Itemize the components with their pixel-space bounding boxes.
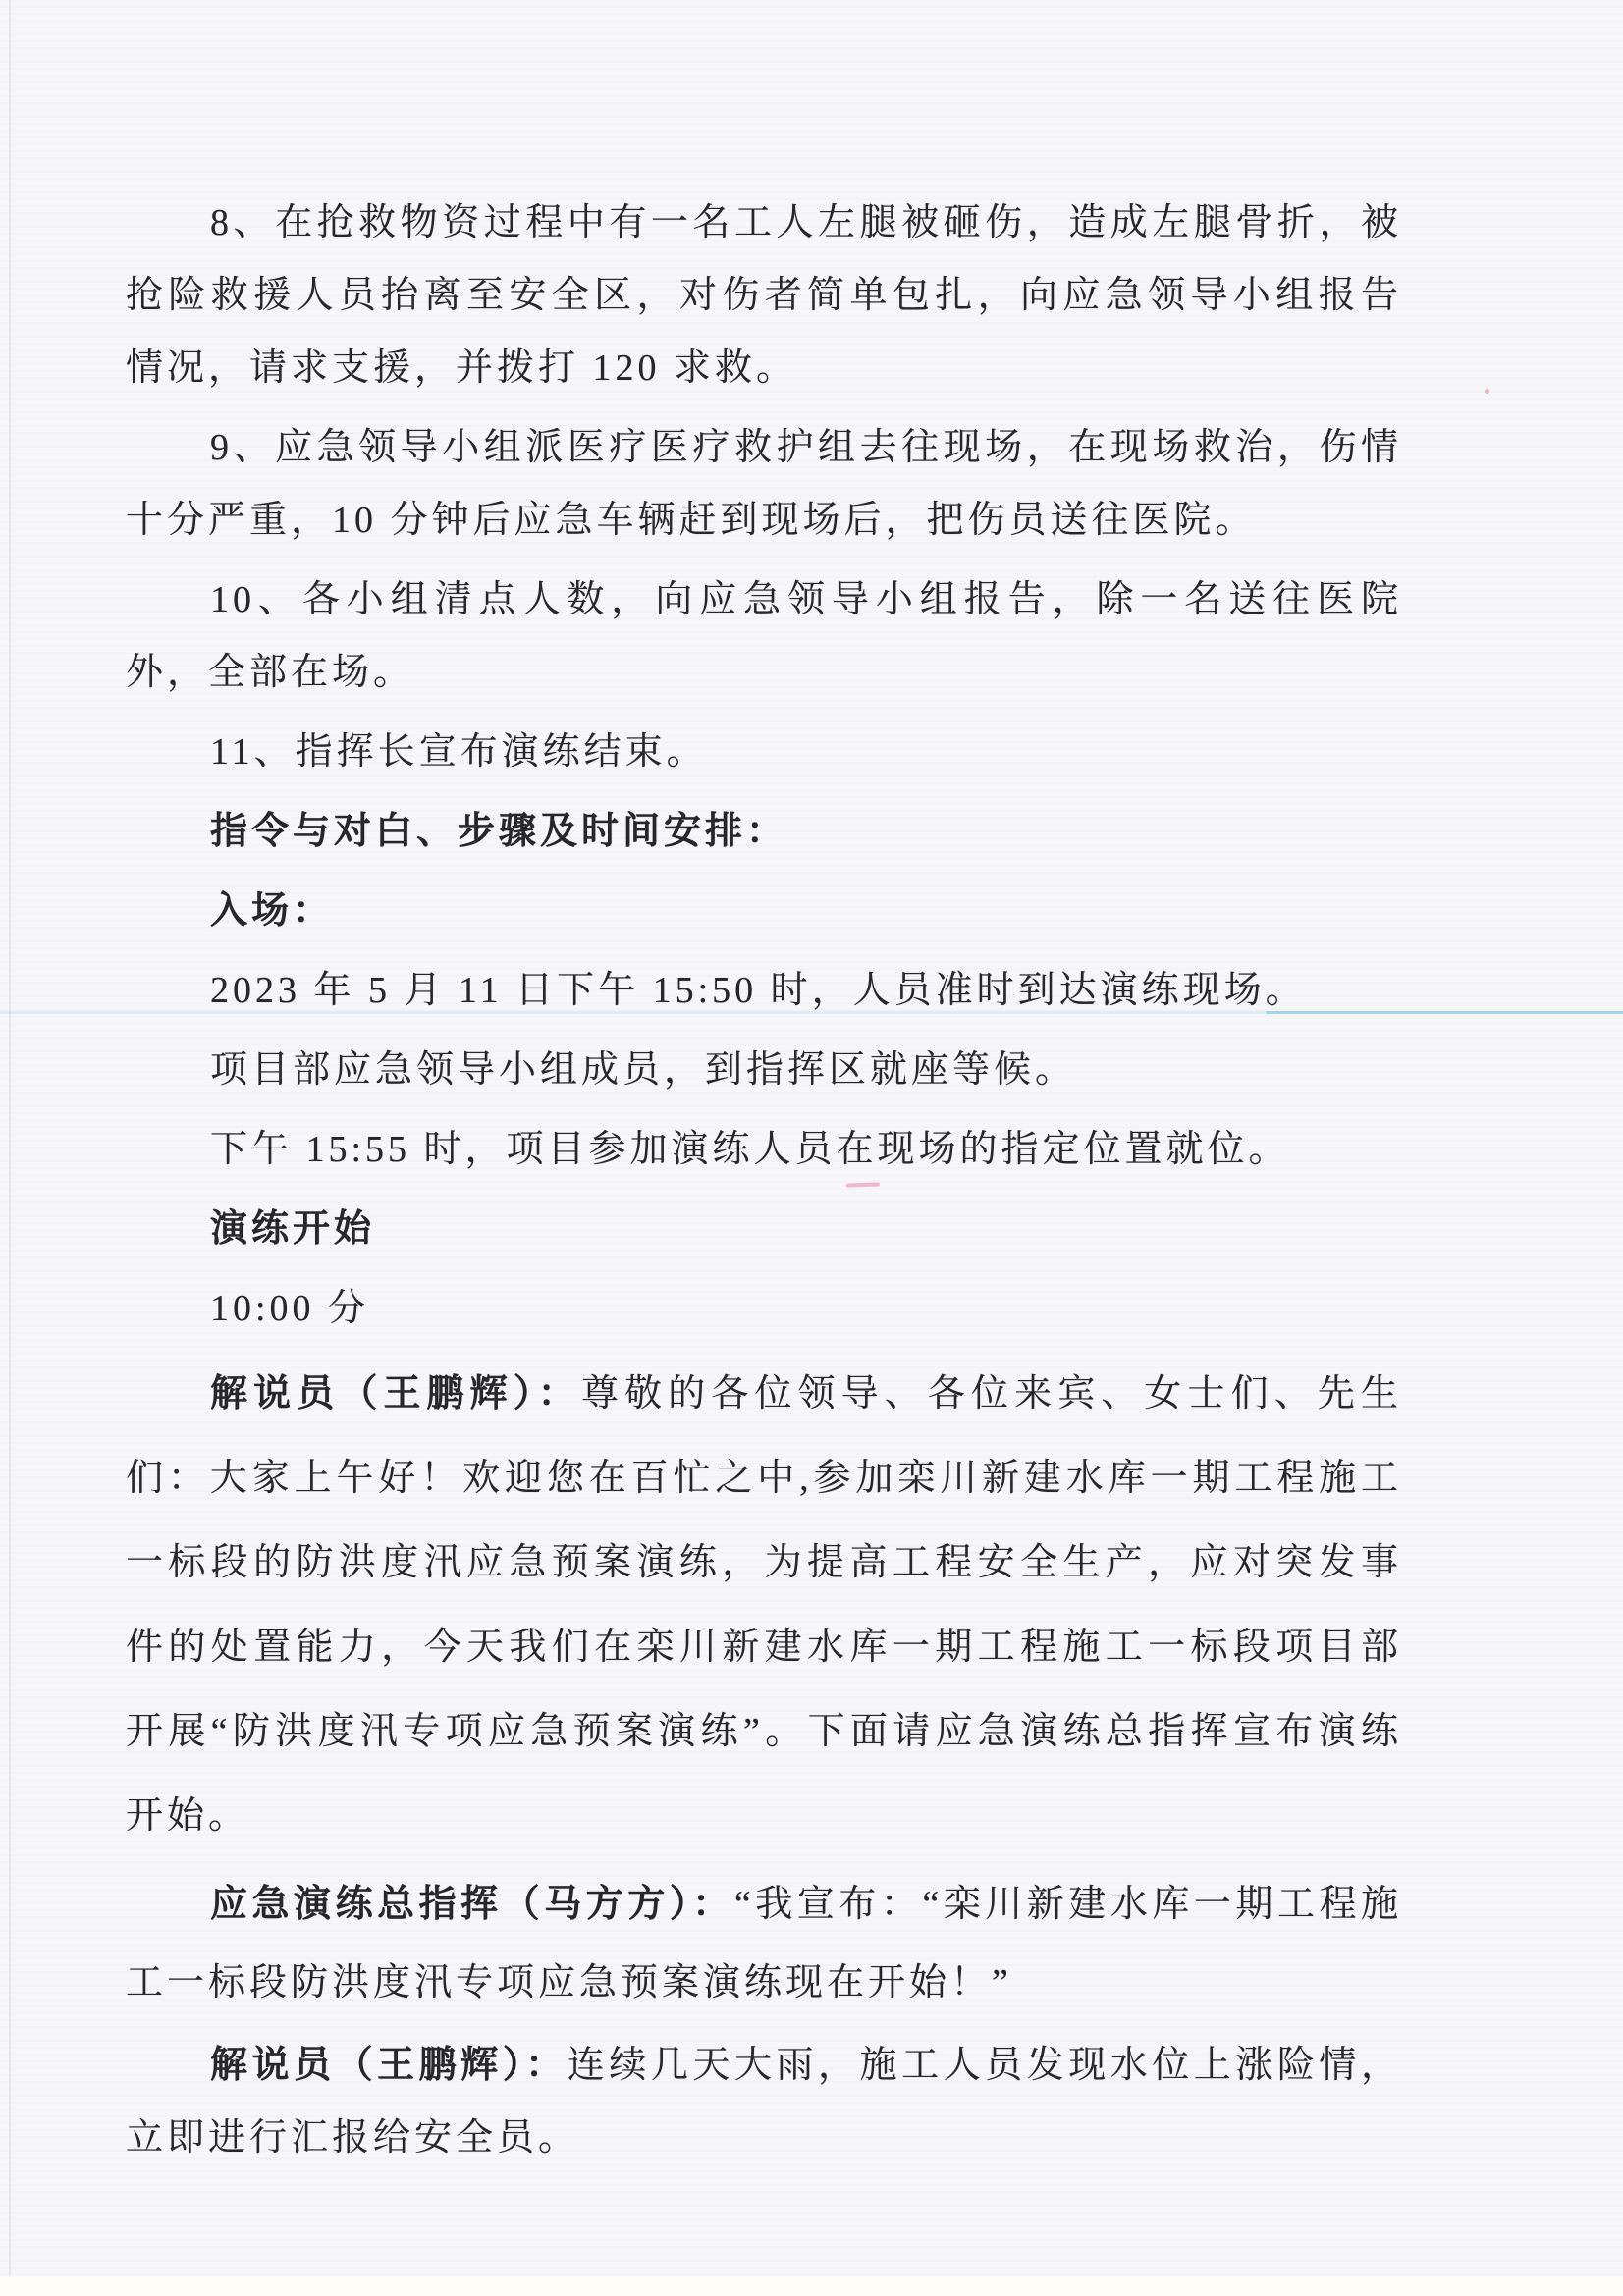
paragraph-1555-positions: 下午 15:55 时，项目参加演练人员在现场的指定位置就位。: [210, 1129, 1290, 1170]
paragraph-time-1000: 10:00 分: [210, 1288, 370, 1329]
heading-commands-dialogue: 指令与对白、步骤及时间安排：: [210, 811, 788, 852]
speech-text: “我宣布：“栾川新建水库一期工程施工一标段防洪度汛专项应急预案演练现在开始！”: [126, 1884, 1402, 2003]
scan-mark-red-dot: [1485, 389, 1489, 394]
paragraph-item-10: 10、各小组清点人数，向应急领导小组报告，除一名送往医院外，全部在场。: [126, 579, 1402, 693]
document-body: [126, 187, 1402, 2181]
paragraph-narrator-report: [126, 2029, 1402, 2174]
heading-drill-start: 演练开始: [210, 1208, 376, 1250]
paragraph-item-8: 8、在抢救物资过程中有一名工人左腿被砸伤，造成左腿骨折，被抢险救援人员抬离至安全区，对伤者简单包扎，向应急领导小组报告情况，请求支援，并拨打 120 求救。: [126, 202, 1402, 389]
paragraph-item-11: 11、指挥长宣布演练结束。: [210, 731, 708, 773]
paragraph-item-9: 9、应急领导小组派医疗医疗救护组去往现场，在现场救治，伤情十分严重，10 分钟后应急车辆赶到现场后，把伤员送往医院。: [126, 427, 1402, 541]
paragraph-arrival-time: 2023 年 5 月 11 日下午 15:50 时，人员准时到达演练现场。: [210, 970, 1307, 1011]
paragraph-leaders-seated: 项目部应急领导小组成员，到指挥区就座等候。: [210, 1049, 1077, 1091]
speech-text: 连续几天大雨，施工人员发现水位上涨险情，立即进行汇报给安全员。: [126, 2045, 1402, 2159]
speech-text: 尊敬的各位领导、各位来宾、女士们、先生们：大家上午好！欢迎您在百忙之中,参加栾川新建水库一期工程施工一标段的防洪度汛应急预案演练，为提高工程安全生产，应对突发事件的处置能力，今天我们在栾川新建水库一期工程施工一标段项目部开展“防洪度汛专项应急预案演练”。下面请应急演练总指挥宣布演练开始。: [126, 1373, 1402, 1837]
paragraph-chief-announcement: [126, 1865, 1402, 2022]
speaker-label-chief: 应急演练总指挥（马方方）：: [210, 1884, 734, 1925]
scan-edge-line: [9, 0, 11, 2296]
speaker-label-narrator: 解说员（王鹏辉）：: [210, 2045, 568, 2086]
heading-entry: 入场：: [210, 890, 335, 932]
paragraph-narrator-opening: [126, 1352, 1402, 1858]
page-bottom-strip: [0, 2276, 1623, 2296]
speaker-label-narrator: 解说员（王鹏辉）：: [210, 1373, 581, 1415]
